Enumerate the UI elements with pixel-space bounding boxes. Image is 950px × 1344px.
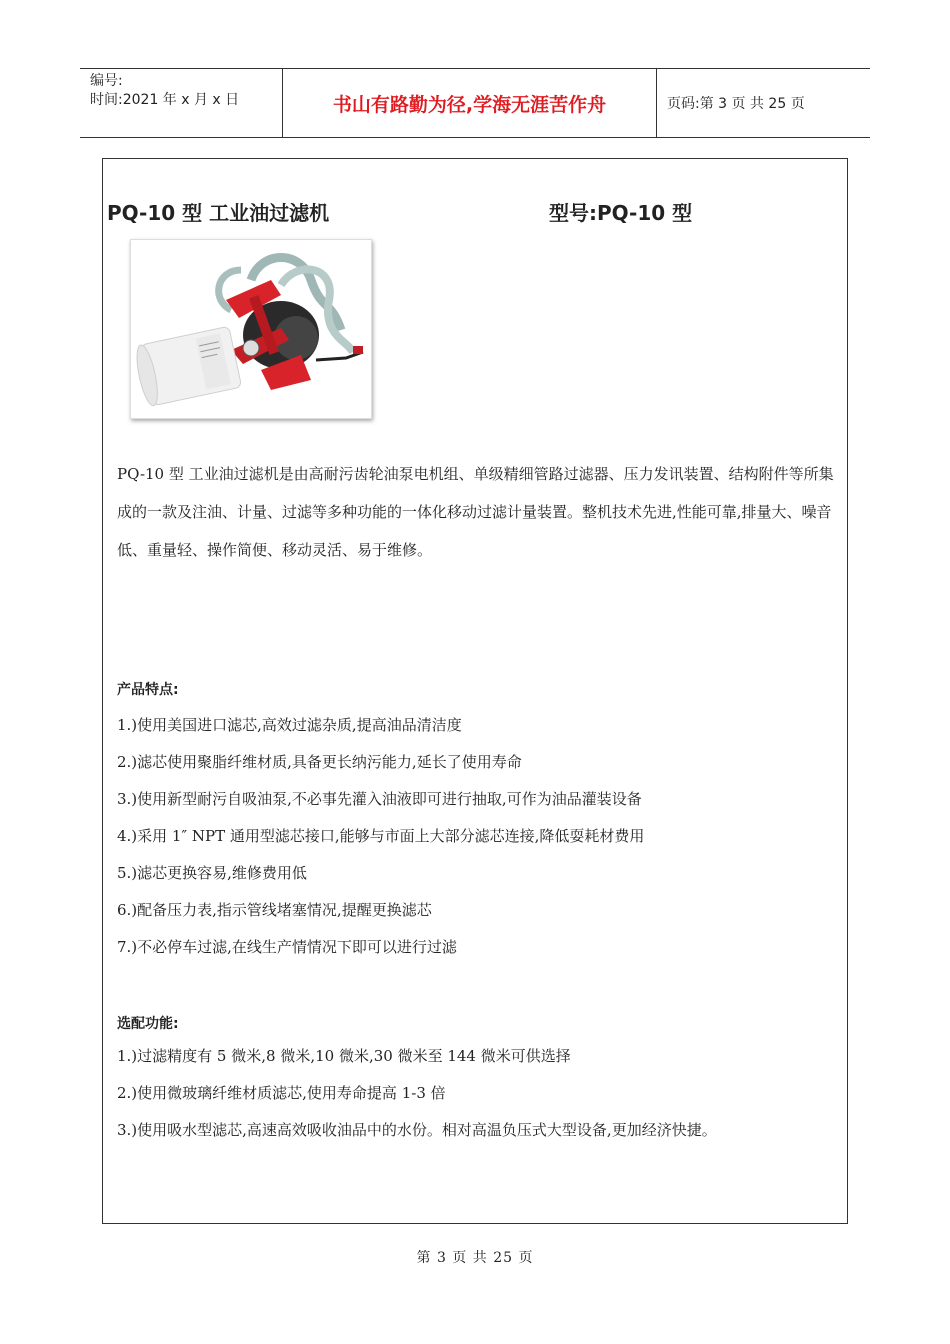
product-title: PQ-10 型 工业油过滤机 (107, 201, 330, 225)
oil-filter-machine-image (131, 240, 371, 418)
list-item: 3.)使用吸水型滤芯,高速高效吸收油品中的水份。相对高温负压式大型设备,更加经济快捷。 (117, 1121, 717, 1139)
list-item: 5.)滤芯更换容易,维修费用低 (117, 864, 307, 882)
list-item: 6.)配备压力表,指示管线堵塞情况,提醒更换滤芯 (117, 901, 432, 919)
page-footer: 第 3 页 共 25 页 (416, 1250, 534, 1266)
product-model: 型号:PQ-10 型 (549, 201, 693, 225)
header-page-info: 页码:第 3 页 共 25 页 (667, 96, 805, 112)
list-item: 1.)使用美国进口滤芯,高效过滤杂质,提高油品清洁度 (117, 716, 462, 734)
options-list (117, 1038, 837, 1149)
options-heading: 选配功能: (117, 1016, 179, 1032)
number-label: 编号: (90, 73, 123, 89)
content-frame (102, 158, 848, 1224)
list-item: 1.)过滤精度有 5 微米,8 微米,10 微米,30 微米至 144 微米可供选择 (117, 1047, 571, 1065)
product-photo (130, 239, 372, 419)
date-label: 时间:2021 年 x 月 x 日 (90, 92, 240, 108)
header-motto: 书山有路勤为径,学海无涯苦作舟 (282, 69, 657, 137)
list-item: 2.)滤芯使用聚脂纤维材质,具备更长纳污能力,延长了使用寿命 (117, 753, 522, 771)
page-header (80, 68, 870, 138)
header-meta (80, 69, 282, 137)
product-description: PQ-10 型 工业油过滤机是由高耐污齿轮油泵电机组、单级精细管路过滤器、压力发讯装置、结构附件等所集成的一款及注油、计量、过滤等多种功能的一体化移动过滤计量装置。整机技术先进,性能可靠,排量大、噪音低、重量轻、操作简便、移动灵活、易于维修。 (117, 465, 834, 559)
list-item: 2.)使用微玻璃纤维材质滤芯,使用寿命提高 1-3 倍 (117, 1084, 446, 1102)
features-heading: 产品特点: (117, 682, 179, 698)
list-item: 3.)使用新型耐污自吸油泵,不必事先灌入油液即可进行抽取,可作为油品灌装设备 (117, 790, 642, 808)
features-list (117, 707, 837, 966)
list-item: 7.)不必停车过滤,在线生产情情况下即可以进行过滤 (117, 938, 457, 956)
product-title-row (107, 197, 827, 227)
list-item: 4.)采用 1″ NPT 通用型滤芯接口,能够与市面上大部分滤芯连接,降低耍耗材费用 (117, 827, 645, 845)
